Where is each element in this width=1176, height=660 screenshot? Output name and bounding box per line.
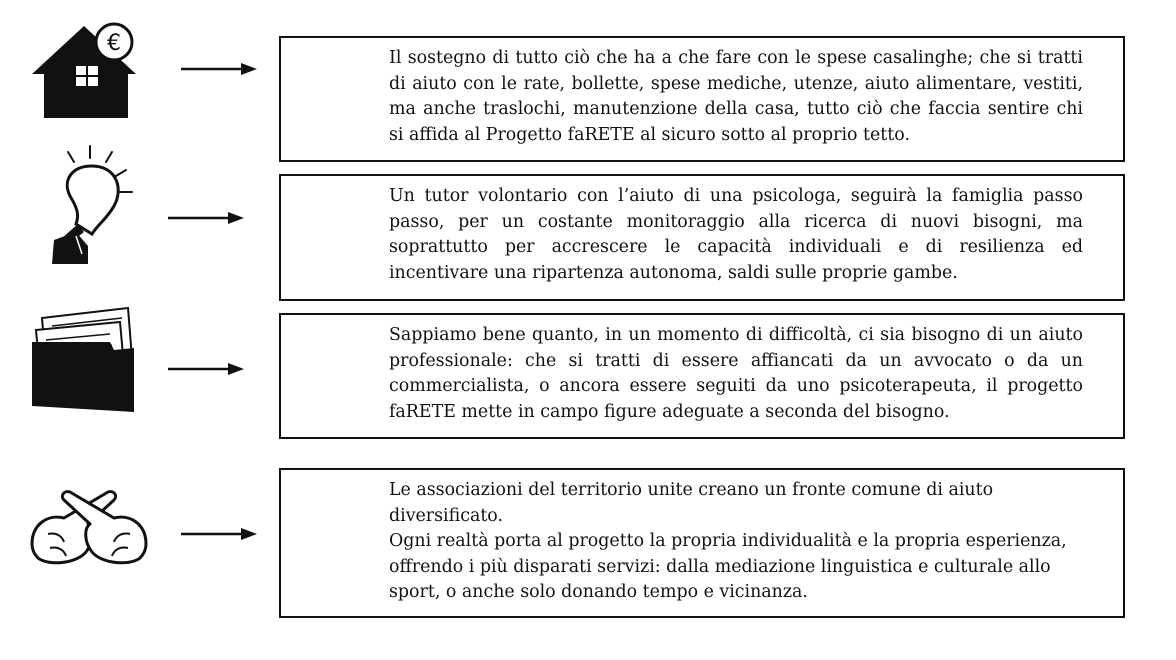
service-paragraph: Sappiamo bene quanto, in un momento di difficoltà, ci sia bisogno di un aiuto professionale: che si tratti di essere affiancati da un avvocato o da un commercialista, o ancora essere seguiti da uno psicoterapeuta, il progetto faRETE mette in campo figure adeguate a seconda del bisogno. — [389, 325, 1083, 422]
arrow-icon — [168, 362, 244, 376]
arrow-icon — [168, 211, 244, 225]
service-description-box — [279, 36, 1125, 162]
service-paragraph: Le associazioni del territorio unite creano un fronte comune di aiuto diversificato. — [389, 480, 994, 526]
svg-text:€: € — [107, 31, 121, 56]
service-paragraph: Un tutor volontario con l’aiuto di una psicologa, seguirà la famiglia passo passo, per un costante monitoraggio alla ricerca di nuovi bisogni, ma soprattutto per accrescere le capacità individuali e di resilienza ed incentivare una ripartenza autonoma, saldi sulle proprie gambe. — [389, 186, 1083, 283]
arrow-icon — [181, 527, 257, 541]
service-paragraph: Ogni realtà porta al progetto la propria individualità e la propria esperienza, offrendo i più disparati servizi: dalla mediazione linguistica e culturale allo sport, o anche solo donando tempo e vicinanza. — [389, 531, 1067, 602]
service-description-box — [279, 313, 1125, 439]
lightbulb-hand-icon — [36, 144, 140, 266]
service-description-box — [279, 174, 1125, 301]
service-paragraph: Il sostegno di tutto ciò che ha a che fare con le spese casalinghe; che si tratti di aiuto con le rate, bollette, spese mediche, utenze, aiuto alimentare, vestiti, ma anche traslochi, manutenzione della casa, tutto ciò che faccia sentire chi si affida al Progetto faRETE al sicuro sotto al proprio tetto. — [389, 48, 1083, 145]
service-description-box — [279, 468, 1125, 618]
crossed-hands-icon — [28, 488, 150, 568]
house-euro-icon — [28, 16, 140, 120]
folder-documents-icon — [30, 306, 136, 414]
arrow-icon — [181, 62, 257, 76]
